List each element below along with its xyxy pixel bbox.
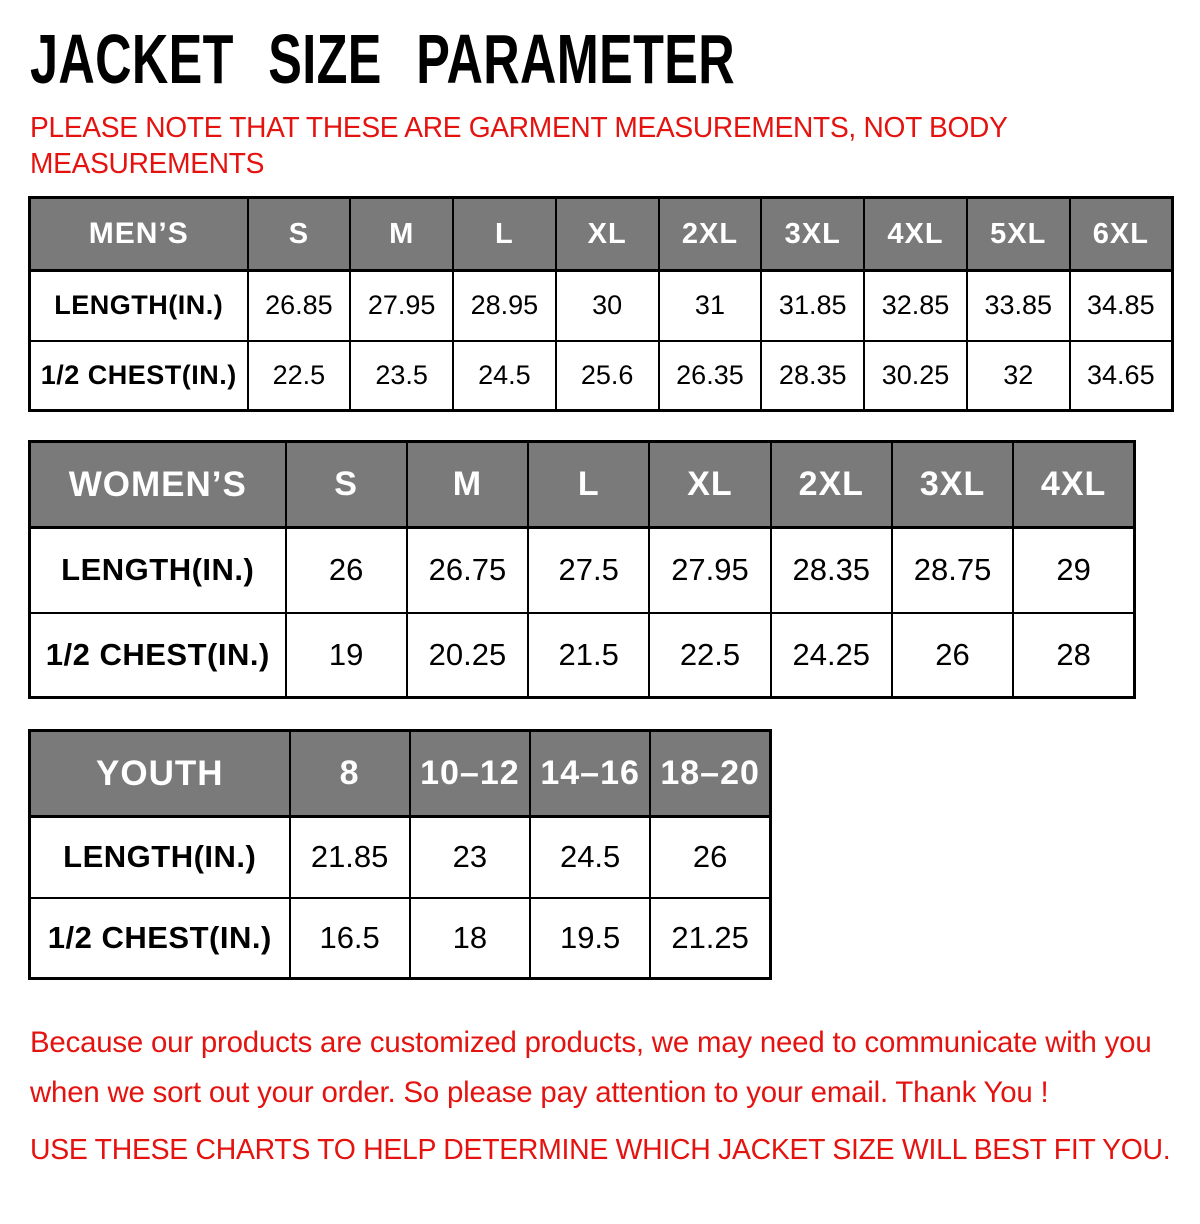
youth-size-column-header: 8: [290, 731, 410, 817]
mens-measurement-value: 32.85: [864, 271, 967, 341]
mens-size-column-header: M: [350, 198, 453, 271]
mens-measurement-value: 24.5: [453, 341, 556, 411]
youth-size-column-header: 14–16: [530, 731, 650, 817]
mens-measurement-value: 34.85: [1070, 271, 1173, 341]
mens-measurement-value: 28.35: [761, 341, 864, 411]
youth-measurement-row: [30, 898, 771, 979]
womens-size-column-header: L: [528, 442, 649, 528]
mens-size-column-header: 3XL: [761, 198, 864, 271]
womens-measurement-value: 26.75: [407, 528, 528, 613]
mens-measurement-value: 33.85: [967, 271, 1070, 341]
youth-header-row: [30, 731, 771, 817]
garment-note: [30, 110, 1165, 182]
mens-measurement-value: 26.35: [659, 341, 762, 411]
mens-measurement-value: 31.85: [761, 271, 864, 341]
mens-size-column-header: 2XL: [659, 198, 762, 271]
youth-measurement-value: 24.5: [530, 817, 650, 898]
womens-table-title: WOMEN’S: [30, 442, 286, 528]
mens-measurement-row: [30, 271, 1173, 341]
mens-table-title: MEN’S: [30, 198, 248, 271]
youth-size-table: [28, 729, 772, 980]
womens-measurement-row-label: LENGTH(IN.): [30, 528, 286, 613]
garment-note-line1: PLEASE NOTE THAT THESE ARE GARMENT MEASUREMENTS, NOT BODY: [30, 112, 1008, 144]
womens-measurement-value: 24.25: [771, 613, 892, 698]
customization-notice-line2: when we sort out your order. So please pay attention to your email. Thank You !: [30, 1076, 1049, 1109]
womens-measurement-value: 21.5: [528, 613, 649, 698]
mens-measurement-value: 32: [967, 341, 1070, 411]
mens-size-column-header: L: [453, 198, 556, 271]
mens-header-row: [30, 198, 1173, 271]
youth-measurement-value: 23: [410, 817, 530, 898]
mens-measurement-value: 31: [659, 271, 762, 341]
womens-measurement-row-label: 1/2 CHEST(IN.): [30, 613, 286, 698]
mens-size-table: [28, 196, 1174, 412]
youth-measurement-value: 18: [410, 898, 530, 979]
youth-table-title: YOUTH: [30, 731, 290, 817]
youth-measurement-value: 16.5: [290, 898, 410, 979]
garment-note-line2: MEASUREMENTS: [30, 148, 265, 180]
youth-measurement-row: [30, 817, 771, 898]
mens-measurement-value: 25.6: [556, 341, 659, 411]
womens-size-column-header: S: [286, 442, 407, 528]
chart-usage-note: USE THESE CHARTS TO HELP DETERMINE WHICH JACKET SIZE WILL BEST FIT YOU.: [30, 1134, 1171, 1166]
womens-measurement-row: [30, 613, 1135, 698]
womens-measurement-value: 22.5: [649, 613, 770, 698]
mens-size-column-header: S: [248, 198, 351, 271]
mens-measurement-row: [30, 341, 1173, 411]
page-title: JACKET SIZE PARAMETER: [30, 20, 736, 98]
womens-measurement-value: 20.25: [407, 613, 528, 698]
womens-size-column-header: XL: [649, 442, 770, 528]
womens-measurement-value: 19: [286, 613, 407, 698]
mens-measurement-value: 28.95: [453, 271, 556, 341]
mens-measurement-value: 27.95: [350, 271, 453, 341]
womens-measurement-value: 28.75: [892, 528, 1013, 613]
mens-size-column-header: 6XL: [1070, 198, 1173, 271]
mens-measurement-value: 23.5: [350, 341, 453, 411]
womens-size-column-header: M: [407, 442, 528, 528]
mens-measurement-value: 30: [556, 271, 659, 341]
womens-measurement-value: 27.95: [649, 528, 770, 613]
youth-measurement-value: 26: [650, 817, 770, 898]
youth-measurement-value: 21.85: [290, 817, 410, 898]
womens-measurement-value: 27.5: [528, 528, 649, 613]
womens-measurement-value: 26: [892, 613, 1013, 698]
customization-notice-line1: Because our products are customized products, we may need to communicate with you: [30, 1026, 1152, 1059]
mens-measurement-row-label: LENGTH(IN.): [30, 271, 248, 341]
mens-size-column-header: XL: [556, 198, 659, 271]
womens-measurement-value: 29: [1013, 528, 1134, 613]
youth-measurement-row-label: LENGTH(IN.): [30, 817, 290, 898]
youth-measurement-value: 21.25: [650, 898, 770, 979]
customization-notice: [30, 1018, 1177, 1118]
mens-measurement-row-label: 1/2 CHEST(IN.): [30, 341, 248, 411]
size-chart-page: [0, 20, 1200, 1224]
mens-measurement-value: 30.25: [864, 341, 967, 411]
womens-size-column-header: 4XL: [1013, 442, 1134, 528]
womens-header-row: [30, 442, 1135, 528]
womens-size-column-header: 3XL: [892, 442, 1013, 528]
youth-measurement-value: 19.5: [530, 898, 650, 979]
womens-size-table: [28, 440, 1136, 699]
womens-measurement-value: 26: [286, 528, 407, 613]
womens-measurement-value: 28: [1013, 613, 1134, 698]
womens-measurement-value: 28.35: [771, 528, 892, 613]
youth-measurement-row-label: 1/2 CHEST(IN.): [30, 898, 290, 979]
mens-size-column-header: 4XL: [864, 198, 967, 271]
mens-size-column-header: 5XL: [967, 198, 1070, 271]
mens-measurement-value: 22.5: [248, 341, 351, 411]
womens-measurement-row: [30, 528, 1135, 613]
mens-measurement-value: 26.85: [248, 271, 351, 341]
mens-measurement-value: 34.65: [1070, 341, 1173, 411]
youth-size-column-header: 10–12: [410, 731, 530, 817]
youth-size-column-header: 18–20: [650, 731, 770, 817]
womens-size-column-header: 2XL: [771, 442, 892, 528]
